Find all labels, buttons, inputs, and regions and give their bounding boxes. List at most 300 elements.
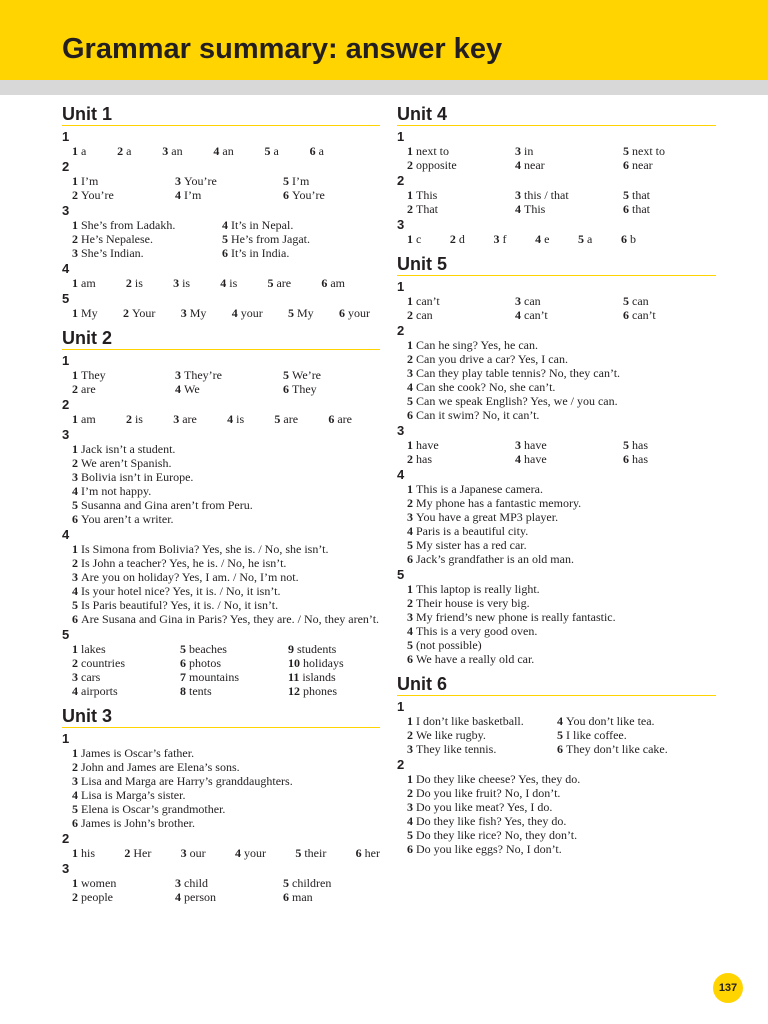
- list-item: [397, 408, 716, 422]
- answer-text: Do you like meat? Yes, I do.: [416, 800, 553, 814]
- answer-grid: [62, 642, 380, 698]
- item-number: 2: [407, 158, 413, 172]
- item-number: 6: [309, 144, 316, 158]
- answer-text: 5 are: [267, 276, 292, 290]
- answer: 5 a: [264, 144, 279, 158]
- answer-row: [62, 276, 380, 290]
- item-number: 1: [407, 772, 413, 786]
- answer-text: Is John a teacher? Yes, he is. / No, he isn’t.: [81, 556, 287, 570]
- answer-text: 6 am: [321, 276, 345, 290]
- list-item: [397, 772, 716, 786]
- answer-text: 5 that: [623, 188, 650, 202]
- list-item: [62, 584, 380, 598]
- item-number: 3: [72, 670, 78, 684]
- answer-text: 3 have: [515, 438, 547, 452]
- answer-text: 5 My: [288, 306, 314, 320]
- answer-text: 2 countries: [72, 656, 125, 670]
- item-number: 6: [623, 158, 629, 172]
- answer: 3 an: [162, 144, 183, 158]
- item-number: 5: [623, 144, 629, 158]
- item-number: 4: [72, 788, 78, 802]
- answer-text: 6 that: [623, 202, 650, 216]
- list-item: [397, 482, 716, 496]
- item-number: 4: [515, 202, 521, 216]
- answer-text: 3 in: [515, 144, 534, 158]
- item-number: 1: [72, 746, 78, 760]
- item-number: 6: [407, 652, 413, 666]
- answer-text: My phone has a fantastic memory.: [416, 496, 582, 510]
- list-item: [397, 496, 716, 510]
- list-item: [397, 624, 716, 638]
- item-number: 2: [124, 846, 131, 860]
- answer-text: 3 She’s Indian.: [72, 246, 144, 260]
- item-number: 3: [72, 470, 78, 484]
- answer-text: 4 We: [175, 382, 200, 396]
- answer-text: 5 I’m: [283, 174, 310, 188]
- answer-text: 4 e: [535, 232, 550, 246]
- answer-text: 3 this / that: [515, 188, 569, 202]
- item-number: 5: [72, 498, 78, 512]
- item-number: 6: [72, 612, 78, 626]
- item-number: 1: [72, 306, 78, 320]
- item-number: 6: [407, 842, 413, 856]
- answer-text: 6 has: [623, 452, 648, 466]
- answer-grid: [397, 438, 716, 466]
- item-number: 10: [288, 656, 300, 670]
- item-number: 9: [288, 642, 294, 656]
- answer-text: 1 next to: [407, 144, 449, 158]
- item-number: 5: [72, 802, 78, 816]
- list-item: [62, 774, 380, 788]
- item-number: 2: [407, 452, 413, 466]
- item-number: 6: [283, 188, 289, 202]
- exercise-number: 2: [397, 173, 405, 188]
- item-number: 2: [72, 760, 78, 774]
- answer-text: Susanna and Gina aren’t from Peru.: [81, 498, 253, 512]
- item-number: 3: [180, 846, 187, 860]
- answer-text: Do you like fruit? No, I don’t.: [416, 786, 561, 800]
- answer-grid: [397, 294, 716, 322]
- item-number: 1: [407, 338, 413, 352]
- answer-text: 6 man: [283, 890, 313, 904]
- answer: 2 a: [117, 144, 132, 158]
- list-item: [62, 556, 380, 570]
- item-number: 3: [72, 246, 78, 260]
- answer-text: 6 are: [328, 412, 352, 426]
- exercise-number: 1: [62, 129, 70, 144]
- item-number: 6: [222, 246, 228, 260]
- answer-text: James is John’s brother.: [81, 816, 195, 830]
- answer-text: 3 They’re: [175, 368, 222, 382]
- answer-grid: [62, 174, 380, 202]
- answer-text: 4 It’s in Nepal.: [222, 218, 294, 232]
- exercise-number: 4: [397, 467, 405, 482]
- list-item: [397, 828, 716, 842]
- answer-text: 6 They don’t like cake.: [557, 742, 668, 756]
- answer-text: 2 Her: [124, 846, 152, 860]
- answer-text: 2 We like rugby.: [407, 728, 486, 742]
- item-number: 11: [288, 670, 300, 684]
- item-number: 6: [623, 308, 629, 322]
- list-item: [397, 524, 716, 538]
- answer-row: [62, 306, 380, 320]
- item-number: 5: [274, 412, 281, 426]
- item-number: 6: [328, 412, 335, 426]
- exercise-number: 3: [397, 423, 405, 438]
- unit-1: [62, 103, 380, 320]
- answer-text: Bolivia isn’t in Europe.: [81, 470, 194, 484]
- exercise-number: 3: [397, 217, 405, 232]
- answer-text: Are you on holiday? Yes, I am. / No, I’m not.: [81, 570, 299, 584]
- answer-text: 9 students: [288, 642, 337, 656]
- answer-text: Do they like fish? Yes, they do.: [416, 814, 567, 828]
- item-number: 5: [578, 232, 585, 246]
- list-item: [397, 652, 716, 666]
- item-number: 5: [180, 642, 186, 656]
- item-number: 3: [515, 188, 521, 202]
- item-number: 5: [264, 144, 271, 158]
- answer-text: Do you like eggs? No, I don’t.: [416, 842, 562, 856]
- answer-text: 5 next to: [623, 144, 665, 158]
- answer-grid: [62, 368, 380, 396]
- unit-title: Unit 6: [397, 673, 716, 696]
- list-item: [62, 470, 380, 484]
- answer-text: 1 My: [72, 306, 98, 320]
- item-number: 2: [72, 188, 78, 202]
- answer-text: 5 We’re: [283, 368, 322, 382]
- item-number: 1: [407, 144, 413, 158]
- item-number: 5: [288, 306, 294, 320]
- answer-text: 4 I’m: [175, 188, 202, 202]
- answer-text: 3 You’re: [175, 174, 217, 188]
- answer-text: 5 has: [623, 438, 648, 452]
- item-number: 2: [72, 456, 78, 470]
- item-number: 5: [557, 728, 563, 742]
- item-number: 3: [162, 144, 169, 158]
- exercise-number: 3: [62, 427, 70, 442]
- answer-text: My friend’s new phone is really fantastic.: [416, 610, 616, 624]
- item-number: 1: [72, 542, 78, 556]
- item-number: 6: [623, 452, 629, 466]
- answer-text: 5 I like coffee.: [557, 728, 627, 742]
- exercise-number: 4: [62, 527, 70, 542]
- answer-text: 1 They: [72, 368, 106, 382]
- item-number: 4: [231, 306, 238, 320]
- answer-text: Can he sing? Yes, he can.: [416, 338, 538, 352]
- item-number: 2: [407, 202, 413, 216]
- answer-text: 4 person: [175, 890, 216, 904]
- answer-grid: [62, 218, 380, 260]
- answer-text: 2 can: [407, 308, 433, 322]
- answer-text: You aren’t a writer.: [81, 512, 174, 526]
- answer-text: This is a Japanese camera.: [416, 482, 543, 496]
- list-item: [397, 352, 716, 366]
- item-number: 2: [72, 232, 78, 246]
- answer-text: 1 I’m: [72, 174, 99, 188]
- item-number: 6: [620, 232, 627, 246]
- answer-text: Do they like cheese? Yes, they do.: [416, 772, 581, 786]
- list-item: [397, 582, 716, 596]
- item-number: 3: [407, 800, 413, 814]
- item-number: 1: [72, 642, 78, 656]
- list-item: [397, 842, 716, 856]
- exercise-number: 3: [62, 861, 70, 876]
- item-number: 6: [338, 306, 345, 320]
- answer-text: 4 airports: [72, 684, 118, 698]
- answer-text: Their house is very big.: [416, 596, 530, 610]
- item-number: 1: [72, 846, 78, 860]
- item-number: 6: [321, 276, 328, 290]
- answer-text: This is a very good oven.: [416, 624, 538, 638]
- item-number: 4: [515, 308, 521, 322]
- item-number: 3: [72, 570, 78, 584]
- answer-text: 2 He’s Nepalese.: [72, 232, 153, 246]
- list-item: [397, 596, 716, 610]
- answer-text: James is Oscar’s father.: [81, 746, 195, 760]
- item-number: 1: [72, 412, 78, 426]
- item-number: 3: [180, 306, 187, 320]
- answer-text: Jack isn’t a student.: [81, 442, 176, 456]
- answer-text: 7 mountains: [180, 670, 239, 684]
- answer-text: I’m not happy.: [81, 484, 152, 498]
- list-item: [397, 814, 716, 828]
- unit-3: [62, 705, 380, 904]
- item-number: 6: [72, 816, 78, 830]
- answer-text: 6 photos: [180, 656, 222, 670]
- item-number: 5: [407, 638, 413, 652]
- item-number: 2: [72, 556, 78, 570]
- item-number: 2: [449, 232, 456, 246]
- answer-text: 1 am: [72, 276, 96, 290]
- item-number: 4: [72, 584, 78, 598]
- answer-text: 4 is: [227, 412, 245, 426]
- item-number: 6: [180, 656, 186, 670]
- item-number: 4: [220, 276, 227, 290]
- right-column: [397, 103, 716, 863]
- answer-text: 3 can: [515, 294, 541, 308]
- item-number: 1: [407, 294, 413, 308]
- item-number: 1: [72, 174, 78, 188]
- answer-text: This laptop is really light.: [416, 582, 540, 596]
- exercise-number: 5: [62, 291, 70, 306]
- item-number: 8: [180, 684, 186, 698]
- item-number: 6: [623, 202, 629, 216]
- exercise-number: 1: [397, 279, 405, 294]
- answer-text: Can you drive a car? Yes, I can.: [416, 352, 568, 366]
- item-number: 2: [122, 306, 129, 320]
- exercise-number: 3: [62, 203, 70, 218]
- answer-text: Elena is Oscar’s grandmother.: [81, 802, 226, 816]
- item-number: 4: [535, 232, 542, 246]
- answer-text: 5 are: [274, 412, 299, 426]
- answer-text: 6 They: [283, 382, 317, 396]
- item-number: 1: [72, 218, 78, 232]
- item-number: 4: [407, 380, 413, 394]
- item-number: 2: [407, 308, 413, 322]
- answer-text: 2 d: [449, 232, 465, 246]
- item-number: 1: [407, 582, 413, 596]
- item-number: 4: [557, 714, 563, 728]
- answer-text: 6 her: [355, 846, 380, 860]
- item-number: 2: [407, 496, 413, 510]
- list-item: [397, 380, 716, 394]
- answer-text: 6 near: [623, 158, 653, 172]
- answer-text: 3 our: [180, 846, 206, 860]
- item-number: 4: [175, 188, 181, 202]
- list-item: [62, 746, 380, 760]
- list-item: [62, 442, 380, 456]
- list-item: [62, 598, 380, 612]
- unit-2: [62, 327, 380, 698]
- answer-text: 6 You’re: [283, 188, 325, 202]
- item-number: 5: [623, 294, 629, 308]
- answer-text: My sister has a red car.: [416, 538, 527, 552]
- item-number: 2: [407, 786, 413, 800]
- answer-text: 3 They like tennis.: [407, 742, 497, 756]
- answer-text: Are Susana and Gina in Paris? Yes, they are. / No, they aren’t.: [81, 612, 380, 626]
- answer-text: 1 This: [407, 188, 438, 202]
- item-number: 3: [173, 276, 180, 290]
- exercise-number: 4: [62, 261, 70, 276]
- answer-text: 1 c: [407, 232, 422, 246]
- list-item: [397, 610, 716, 624]
- answer-text: 1 women: [72, 876, 117, 890]
- answer: 4 an: [213, 144, 234, 158]
- item-number: 6: [72, 512, 78, 526]
- answer-text: 5 can: [623, 294, 649, 308]
- item-number: 2: [125, 412, 132, 426]
- item-number: 3: [407, 610, 413, 624]
- item-number: 4: [235, 846, 241, 860]
- answer-text: 3 is: [173, 276, 191, 290]
- item-number: 6: [407, 408, 413, 422]
- answer-text: 6 It’s in India.: [222, 246, 290, 260]
- exercise-number: 1: [397, 699, 405, 714]
- page-number-badge: 137: [713, 973, 743, 1003]
- exercise-number: 5: [62, 627, 70, 642]
- answer-text: 4 This: [515, 202, 546, 216]
- answer-text: 5 He’s from Jagat.: [222, 232, 310, 246]
- exercise-number: 2: [62, 831, 70, 846]
- item-number: 7: [180, 670, 186, 684]
- item-number: 2: [117, 144, 124, 158]
- answer-text: 4 have: [515, 452, 547, 466]
- unit-5: [397, 253, 716, 666]
- list-item: [62, 788, 380, 802]
- answer-text: Lisa is Marga’s sister.: [81, 788, 186, 802]
- unit-title: Unit 2: [62, 327, 380, 350]
- answer-text: 2 is: [125, 276, 143, 290]
- item-number: 3: [175, 876, 181, 890]
- answer-text: 2 is: [125, 412, 143, 426]
- item-number: 4: [407, 624, 413, 638]
- item-number: 3: [493, 232, 500, 246]
- answer-text: 2 You’re: [72, 188, 114, 202]
- item-number: 3: [407, 742, 413, 756]
- item-number: 3: [515, 438, 521, 452]
- answer-grid: [397, 714, 716, 756]
- answer-text: 2 Your: [122, 306, 156, 320]
- item-number: 4: [407, 524, 413, 538]
- answer-text: 12 phones: [288, 684, 337, 698]
- item-number: 3: [72, 774, 78, 788]
- list-item: [62, 570, 380, 584]
- page-title: Grammar summary: answer key: [62, 33, 503, 65]
- list-item: [62, 612, 380, 626]
- item-number: 3: [175, 174, 181, 188]
- answer-grid: [397, 144, 716, 172]
- item-number: 12: [288, 684, 300, 698]
- answer-text: 4 can’t: [515, 308, 548, 322]
- item-number: 6: [283, 382, 289, 396]
- answer-text: We aren’t Spanish.: [81, 456, 172, 470]
- answer-text: (not possible): [416, 638, 482, 652]
- answer-text: Can it swim? No, it can’t.: [416, 408, 540, 422]
- answer-text: 4 You don’t like tea.: [557, 714, 655, 728]
- list-item: [397, 638, 716, 652]
- item-number: 5: [623, 438, 629, 452]
- answer-text: 2 people: [72, 890, 113, 904]
- answer-grid: [397, 188, 716, 216]
- item-number: 4: [407, 814, 413, 828]
- answer-text: 3 cars: [72, 670, 101, 684]
- answer-text: 6 your: [338, 306, 370, 320]
- answer-text: 5 children: [283, 876, 332, 890]
- answer-text: John and James are Elena’s sons.: [81, 760, 240, 774]
- list-item: [397, 338, 716, 352]
- answer-text: 4 your: [235, 846, 266, 860]
- answer-text: 6 b: [620, 232, 636, 246]
- answer-text: 10 holidays: [288, 656, 344, 670]
- answer-text: 2 opposite: [407, 158, 457, 172]
- list-item: [62, 760, 380, 774]
- item-number: 5: [407, 394, 413, 408]
- item-number: 5: [623, 188, 629, 202]
- item-number: 2: [407, 352, 413, 366]
- item-number: 4: [175, 382, 181, 396]
- answer-text: We have a really old car.: [416, 652, 535, 666]
- answer-text: Do they like rice? No, they don’t.: [416, 828, 578, 842]
- answer-text: Can we speak English? Yes, we / you can.: [416, 394, 618, 408]
- answer-text: 1 She’s from Ladakh.: [72, 218, 176, 232]
- answer-text: 1 can’t: [407, 294, 440, 308]
- answer-row: [62, 412, 380, 426]
- item-number: 6: [283, 890, 289, 904]
- item-number: 5: [222, 232, 228, 246]
- answer-text: Can she cook? No, she can’t.: [416, 380, 556, 394]
- answer-text: Paris is a beautiful city.: [416, 524, 529, 538]
- item-number: 6: [355, 846, 362, 860]
- answer-text: 3 child: [175, 876, 208, 890]
- item-number: 1: [407, 714, 413, 728]
- list-item: [62, 816, 380, 830]
- answer-text: 1 am: [72, 412, 96, 426]
- answer-text: Is Simona from Bolivia? Yes, she is. / No, she isn’t.: [81, 542, 329, 556]
- list-item: [62, 542, 380, 556]
- item-number: 4: [227, 412, 234, 426]
- answer-text: 1 I don’t like basketball.: [407, 714, 524, 728]
- item-number: 5: [72, 598, 78, 612]
- list-item: [397, 510, 716, 524]
- item-number: 2: [72, 890, 78, 904]
- unit-title: Unit 3: [62, 705, 380, 728]
- answer-text: 11 islands: [288, 670, 336, 684]
- answer-row: [62, 144, 380, 158]
- list-item: [397, 538, 716, 552]
- answer-text: 1 have: [407, 438, 439, 452]
- item-number: 5: [295, 846, 302, 860]
- answer-text: 4 your: [231, 306, 263, 320]
